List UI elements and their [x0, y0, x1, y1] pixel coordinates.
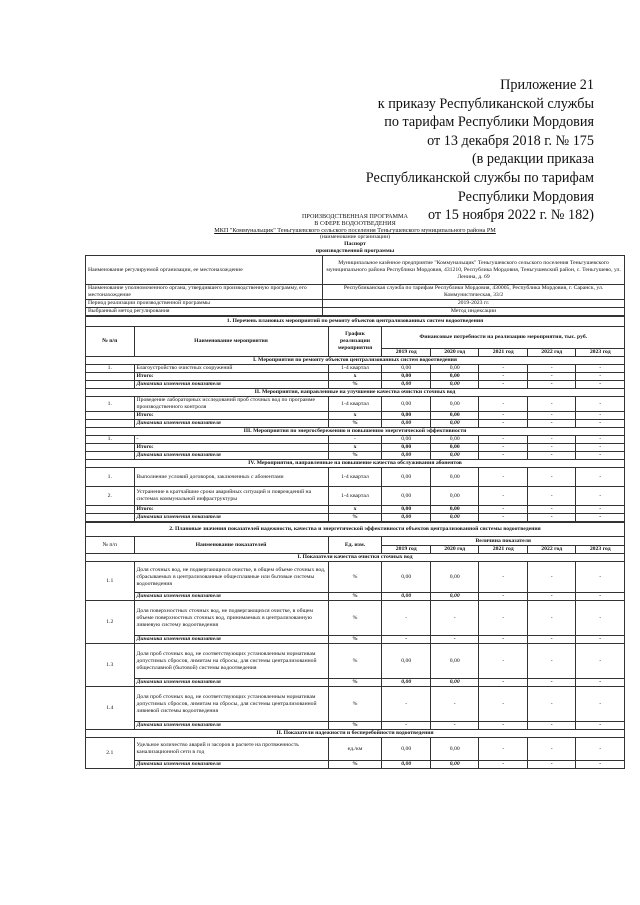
dynamics-value: -	[479, 381, 528, 389]
row-value: -	[576, 562, 625, 593]
row-name: Выполнение условий договоров, заключенных с абонентами	[134, 468, 328, 487]
dynamics-value: -	[479, 761, 528, 769]
section-heading: II. Мероприятия, направленные на улучшение качества очистки сточных вод	[86, 389, 625, 397]
dynamics-value: -	[527, 722, 576, 730]
row-value: -	[576, 601, 625, 636]
row-unit: %	[328, 562, 382, 593]
row-name: -	[134, 436, 328, 444]
row-value: 0,00	[430, 738, 479, 761]
total-value: 0,00	[430, 506, 479, 514]
dynamics-value: -	[430, 722, 479, 730]
dynamics-value: -	[430, 636, 479, 644]
row-unit: ед./км	[328, 738, 382, 761]
col-financing: Финансовые потребности на реализацию мероприятия, тыс. руб.	[382, 327, 625, 349]
dynamics-value: 0,00	[382, 593, 431, 601]
dynamics-value: 0,00	[430, 514, 479, 522]
row-value: -	[576, 468, 625, 487]
row-number: 1.1	[86, 562, 135, 601]
dynamics-value: -	[527, 452, 576, 460]
col-number: № п/п	[86, 327, 135, 357]
table-row	[86, 397, 625, 412]
indicator-row	[86, 687, 625, 722]
row-value: -	[527, 365, 576, 373]
passport-label: Выбранный метод регулирования	[86, 308, 323, 316]
row-number: 2.	[86, 487, 135, 506]
program-title: ПРОИЗВОДСТВЕННАЯ ПРОГРАММА	[301, 213, 409, 220]
dynamics-value: -	[479, 514, 528, 522]
year-header: 2020 год	[430, 349, 479, 357]
total-value: 0,00	[430, 373, 479, 381]
row-value: -	[527, 562, 576, 593]
row-number: 1.3	[86, 644, 135, 687]
year-header: 2021 год	[479, 546, 528, 554]
dynamics-value: -	[479, 722, 528, 730]
row-value: -	[527, 468, 576, 487]
row-value: -	[527, 397, 576, 412]
section-heading: I. Показатели качества очистки сточных вод	[86, 554, 625, 562]
program-subtitle: В СФЕРЕ ВОДООТВЕДЕНИЯ	[314, 220, 396, 227]
dynamics-value: -	[576, 381, 625, 389]
row-value: 0,00	[382, 468, 431, 487]
indicator-row	[86, 601, 625, 636]
dynamics-value: -	[576, 722, 625, 730]
row-value: -	[479, 487, 528, 506]
dynamics-value: 0,00	[430, 452, 479, 460]
passport-row	[86, 256, 625, 285]
year-header: 2022 год	[527, 349, 576, 357]
row-name: Доля поверхностных сточных вод, не подвергающихся очистке, в общем объеме поверхностных сточных вод, принимаемых в централизованную ливневую систему водоотведения	[134, 601, 328, 636]
row-value: -	[479, 468, 528, 487]
row-unit: %	[328, 601, 382, 636]
passport-title: Паспорт	[344, 241, 366, 247]
row-name: Доля проб сточных вод, не соответствующих установленным нормативам допустимых сбросов, лимитам на сбросы, для системы централизованной общесплавной (бытовой) системы водоотведения	[134, 644, 328, 679]
dynamics-value: -	[527, 761, 576, 769]
passport-label: Наименование уполномоченного органа, утвердившего производственную программу, его местонахождение	[86, 285, 323, 300]
section-heading: II. Показатели надежности и бесперебойности водоотведения	[86, 730, 625, 738]
table-row	[86, 365, 625, 373]
row-number: 1.	[86, 365, 135, 373]
dynamics-value: -	[479, 679, 528, 687]
table-row	[86, 487, 625, 506]
dynamics-value: 0,00	[430, 679, 479, 687]
indicator-row	[86, 738, 625, 761]
total-value: 0,00	[430, 412, 479, 420]
total-row	[86, 412, 625, 420]
total-value: -	[576, 444, 625, 452]
dynamics-value: 0,00	[382, 420, 431, 428]
passport-value: Муниципальное казённое предприятие "Коммунальщик" Теньгушевского сельского поселения Теньгушевского муниципального района Республики Мордовия, 431210, Республика Мордовия, Теньгушевский район, с. Теньгушево, ул. Ленина, д. 69	[323, 256, 625, 285]
row-value: 0,00	[430, 436, 479, 444]
dynamics-value: -	[527, 636, 576, 644]
dynamics-label: Динамика изменения показателя	[134, 722, 328, 730]
percent-mark: %	[328, 452, 382, 460]
row-value: 0,00	[382, 487, 431, 506]
percent-mark: %	[328, 514, 382, 522]
dynamics-value: 0,00	[382, 452, 431, 460]
col-values: Величина показателя	[382, 537, 625, 546]
dynamics-value: 0,00	[382, 514, 431, 522]
total-value: -	[576, 412, 625, 420]
row-value: -	[479, 687, 528, 722]
row-value: -	[479, 397, 528, 412]
col-unit: Ед. изм.	[328, 537, 382, 554]
x-mark: х	[328, 444, 382, 452]
appendix-block	[264, 76, 594, 225]
row-value: 0,00	[430, 644, 479, 679]
dynamics-value: -	[382, 636, 431, 644]
dynamics-value: 0,00	[382, 679, 431, 687]
dynamics-value: -	[576, 636, 625, 644]
dynamics-row	[86, 636, 625, 644]
total-value: -	[479, 506, 528, 514]
dynamics-value: -	[479, 636, 528, 644]
row-value: -	[479, 562, 528, 593]
dynamics-row	[86, 679, 625, 687]
dynamics-value: -	[479, 593, 528, 601]
total-value: -	[576, 506, 625, 514]
dynamics-value: -	[576, 514, 625, 522]
appendix-line: к приказу Республиканской службы	[377, 95, 594, 112]
dynamics-value: 0,00	[382, 381, 431, 389]
row-value: -	[576, 738, 625, 761]
year-header: 2022 год	[527, 546, 576, 554]
row-schedule: 1-4 квартал	[328, 397, 382, 412]
year-header: 2020 год	[430, 546, 479, 554]
row-value: 0,00	[430, 487, 479, 506]
appendix-line: (в редакции приказа	[471, 151, 594, 168]
row-value: -	[576, 397, 625, 412]
dynamics-value: -	[527, 514, 576, 522]
total-value: 0,00	[382, 412, 431, 420]
year-header: 2023 год	[576, 546, 625, 554]
dynamics-row	[86, 452, 625, 460]
row-unit: %	[328, 687, 382, 722]
section-heading: IV. Мероприятия, направленные на повышение качества обслуживания абонентов	[86, 460, 625, 468]
row-number: 1.	[86, 468, 135, 487]
dynamics-value: -	[576, 420, 625, 428]
passport-label: Наименование регулируемой организации, ее местонахождение	[86, 256, 323, 285]
dynamics-row	[86, 722, 625, 730]
row-value: 0,00	[382, 365, 431, 373]
row-value: -	[527, 738, 576, 761]
total-value: -	[479, 412, 528, 420]
total-value: -	[527, 444, 576, 452]
appendix-line: от 13 декабря 2018 г. № 175	[427, 132, 594, 149]
row-value: -	[479, 365, 528, 373]
row-value: 0,00	[382, 644, 431, 679]
dynamics-value: 0,00	[430, 761, 479, 769]
dynamics-value: 0,00	[382, 761, 431, 769]
total-value: -	[479, 373, 528, 381]
row-value: -	[527, 644, 576, 679]
x-mark: х	[328, 506, 382, 514]
indicators-table	[85, 522, 625, 769]
year-header: 2019 год	[382, 349, 431, 357]
dynamics-row	[86, 514, 625, 522]
row-number: 1.	[86, 436, 135, 444]
row-value: 0,00	[382, 397, 431, 412]
percent-mark: %	[328, 636, 382, 644]
total-row	[86, 444, 625, 452]
row-value: -	[576, 365, 625, 373]
dynamics-label: Динамика изменения показателя	[134, 420, 328, 428]
indicator-row	[86, 644, 625, 679]
dynamics-label: Динамика изменения показателя	[134, 381, 328, 389]
dynamics-label: Динамика изменения показателя	[134, 761, 328, 769]
percent-mark: %	[328, 761, 382, 769]
appendix-line: Приложение 21	[500, 77, 594, 93]
row-value: 0,00	[382, 436, 431, 444]
row-name: Доля сточных вод, не подвергающихся очистке, в общем объеме сточных вод, сбрасываемых в централизованные общесплавные или бытовые системы водоотведения	[134, 562, 328, 593]
dynamics-value: -	[527, 679, 576, 687]
row-schedule: -	[328, 436, 382, 444]
section-heading: III. Мероприятия по энергосбережению и повышению энергетической эффективности	[86, 428, 625, 436]
percent-mark: %	[328, 381, 382, 389]
dynamics-value: -	[382, 722, 431, 730]
row-schedule: 1-4 квартал	[328, 487, 382, 506]
row-value: 0,00	[430, 468, 479, 487]
percent-mark: %	[328, 593, 382, 601]
dynamics-label: Динамика изменения показателя	[134, 636, 328, 644]
dynamics-value: -	[576, 593, 625, 601]
dynamics-value: -	[576, 679, 625, 687]
row-name: Доля проб сточных вод, не соответствующих установленным нормативам допустимых сбросов, лимитам на сбросы, для системы централизованной ливневой системы водоотведения	[134, 687, 328, 722]
passport-row	[86, 308, 625, 316]
passport-row	[86, 300, 625, 308]
organization-caption: (наименование организации)	[319, 234, 391, 240]
section-heading: I. Мероприятия по ремонту объектов централизованных систем водоотведения	[86, 357, 625, 365]
total-value: -	[527, 412, 576, 420]
total-value: -	[527, 506, 576, 514]
dynamics-value: -	[479, 452, 528, 460]
percent-mark: %	[328, 679, 382, 687]
row-schedule: 1-4 квартал	[328, 365, 382, 373]
appendix-line: по тарифам Республики Мордовия	[384, 114, 594, 131]
row-value: -	[527, 487, 576, 506]
dynamics-value: -	[527, 420, 576, 428]
passport-value: 2019-2023 гг.	[323, 300, 625, 308]
appendix-line: Республики Мордовия	[457, 188, 594, 205]
appendix-line: Республиканской службы по тарифам	[365, 169, 594, 186]
row-value: 0,00	[382, 738, 431, 761]
passport-table	[85, 255, 625, 316]
table1-title: 1. Перечень плановых мероприятий по ремонту объектов централизованных систем водоотведения	[86, 317, 625, 327]
row-value: 0,00	[430, 365, 479, 373]
dynamics-row	[86, 593, 625, 601]
row-value: -	[382, 687, 431, 722]
row-value: -	[576, 687, 625, 722]
table-row	[86, 436, 625, 444]
passport-value: Метод индексации	[323, 308, 625, 316]
total-value: -	[527, 373, 576, 381]
total-row	[86, 506, 625, 514]
dynamics-value: 0,00	[430, 420, 479, 428]
indicator-row	[86, 562, 625, 593]
row-value: -	[479, 738, 528, 761]
row-value: -	[382, 601, 431, 636]
row-value: 0,00	[382, 562, 431, 593]
table2-title: 2. Плановые значения показателей надежности, качества и энергетической эффективности объектов централизованной системы водоотведения	[86, 523, 625, 537]
appendix-line: от 15 ноября 2022 г. № 182)	[427, 207, 594, 224]
dynamics-value: -	[479, 420, 528, 428]
dynamics-value: -	[576, 452, 625, 460]
total-value: 0,00	[430, 444, 479, 452]
row-value: -	[430, 601, 479, 636]
dynamics-value: -	[527, 381, 576, 389]
dynamics-row	[86, 420, 625, 428]
x-mark: х	[328, 373, 382, 381]
x-mark: х	[328, 412, 382, 420]
row-name: Устранение в кратчайшие сроки аварийных ситуаций и повреждений на системах коммунальной инфраструктуры	[134, 487, 328, 506]
dynamics-row	[86, 381, 625, 389]
dynamics-label: Динамика изменения показателя	[134, 514, 328, 522]
col-indicator-name: Наименование показателей	[134, 537, 328, 554]
row-unit: %	[328, 644, 382, 679]
row-value: -	[576, 644, 625, 679]
row-value: 0,00	[430, 397, 479, 412]
total-row	[86, 373, 625, 381]
dynamics-label: Динамика изменения показателя	[134, 452, 328, 460]
total-label: Итого:	[134, 412, 328, 420]
row-value: -	[527, 687, 576, 722]
row-name: Благоустройство очистных сооружений	[134, 365, 328, 373]
passport-subtitle: производственной программы	[315, 248, 395, 254]
total-label: Итого:	[134, 373, 328, 381]
year-header: 2021 год	[479, 349, 528, 357]
passport-label: Период реализации производственной программы	[86, 300, 323, 308]
dynamics-row	[86, 761, 625, 769]
row-value: -	[479, 644, 528, 679]
row-value: -	[527, 601, 576, 636]
total-label: Итого:	[134, 444, 328, 452]
organization-name: МКП "Коммунальщик" Теньгушевского сельского поселения Теньгушевского муниципального района РМ	[214, 227, 496, 234]
percent-mark: %	[328, 420, 382, 428]
year-header: 2019 год	[382, 546, 431, 554]
total-value: 0,00	[382, 506, 431, 514]
row-value: -	[576, 436, 625, 444]
total-label: Итого:	[134, 506, 328, 514]
dynamics-label: Динамика изменения показателя	[134, 593, 328, 601]
document-body	[85, 213, 625, 769]
row-number: 1.	[86, 397, 135, 412]
dynamics-value: -	[527, 593, 576, 601]
row-number: 1.4	[86, 687, 135, 730]
row-number: 1.2	[86, 601, 135, 644]
total-value: 0,00	[382, 444, 431, 452]
col-schedule: График реализации мероприятия	[328, 327, 382, 357]
row-name: Проведение лабораторных исследований проб сточных вод по программе производственного контроля	[134, 397, 328, 412]
row-schedule: 1-4 квартал	[328, 468, 382, 487]
year-header: 2023 год	[576, 349, 625, 357]
dynamics-value: 0,00	[430, 593, 479, 601]
total-value: -	[576, 373, 625, 381]
percent-mark: %	[328, 722, 382, 730]
row-value: -	[479, 601, 528, 636]
passport-value: Республиканская служба по тарифам Республики Мордовия, 430005, Республика Мордовия, г. Саранск, ул. Коммунистическая, 33/2	[323, 285, 625, 300]
row-name: Удельное количество аварий и засоров в расчете на протяженность канализационной сети в год	[134, 738, 328, 761]
total-value: -	[479, 444, 528, 452]
row-value: -	[430, 687, 479, 722]
total-value: 0,00	[382, 373, 431, 381]
dynamics-label: Динамика изменения показателя	[134, 679, 328, 687]
table-row	[86, 468, 625, 487]
col-number: № п/п	[86, 537, 135, 554]
row-value: -	[576, 487, 625, 506]
col-measure-name: Наименование мероприятия	[134, 327, 328, 357]
passport-row	[86, 285, 625, 300]
row-value: 0,00	[430, 562, 479, 593]
row-value: -	[527, 436, 576, 444]
row-value: -	[479, 436, 528, 444]
row-number: 2.1	[86, 738, 135, 769]
repair-measures-table	[85, 316, 625, 522]
dynamics-value: 0,00	[430, 381, 479, 389]
dynamics-value: -	[576, 761, 625, 769]
